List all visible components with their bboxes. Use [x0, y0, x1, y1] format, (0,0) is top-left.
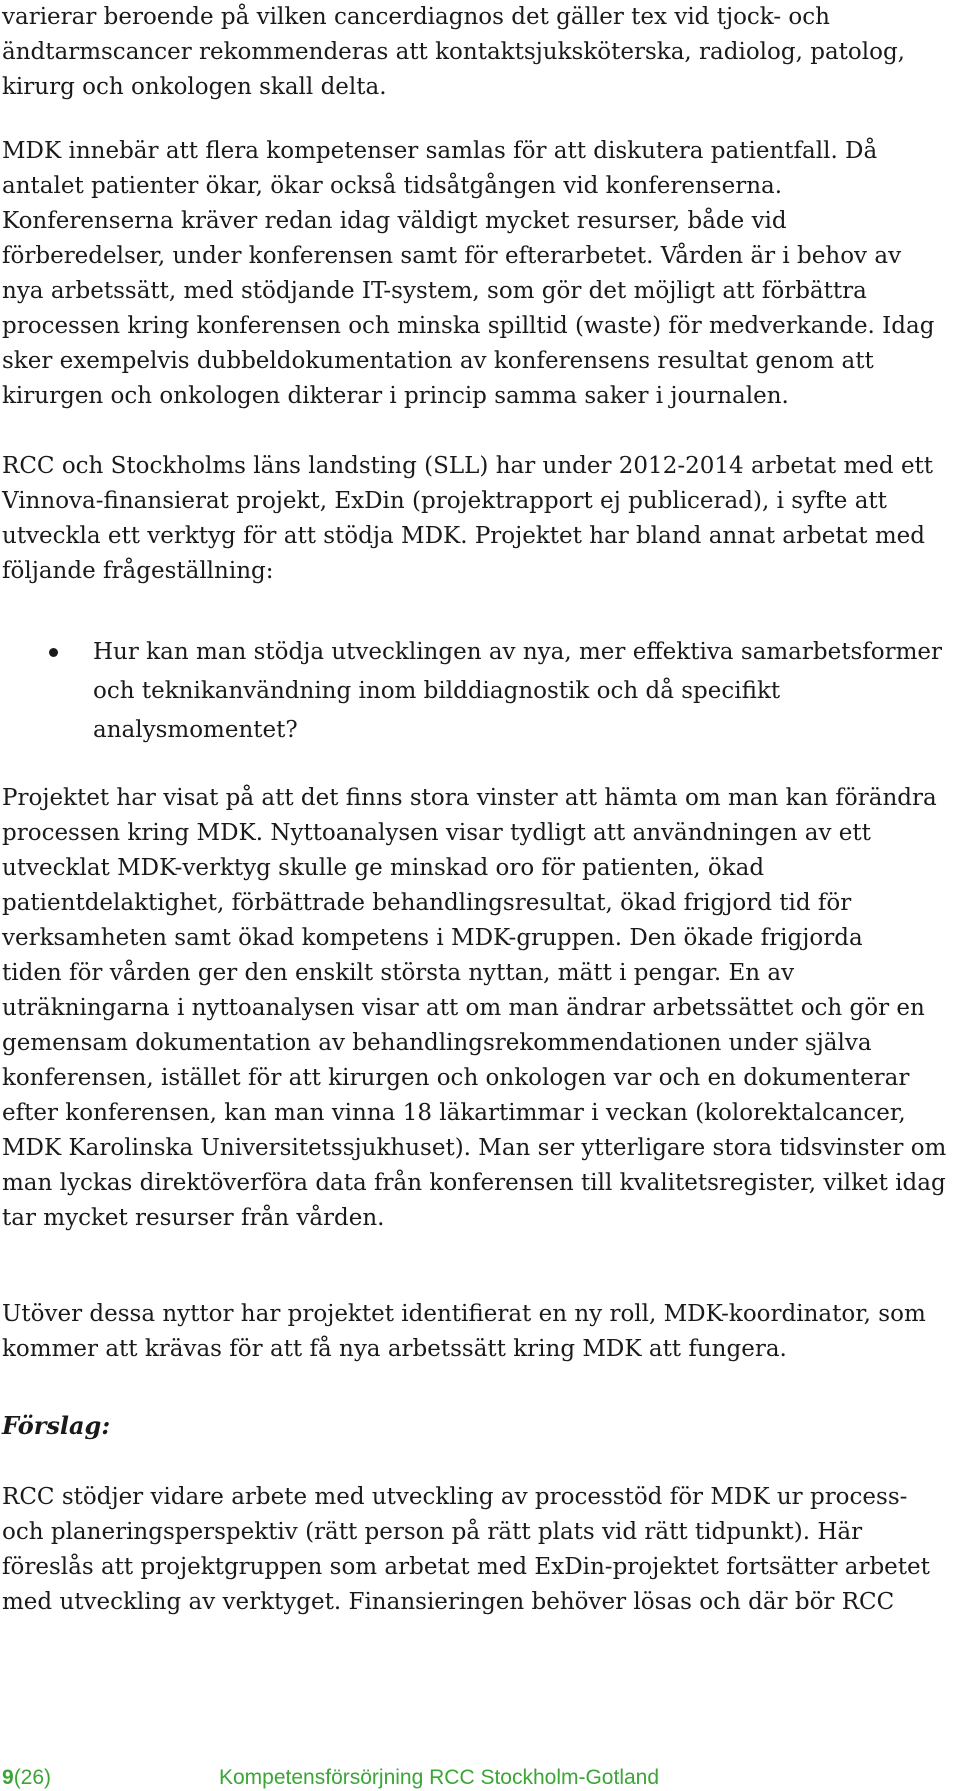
- text-line: utvecklat MDK-verktyg skulle ge minskad oro för patienten, ökad: [2, 855, 765, 881]
- text-line: man lyckas direktöverföra data från konferensen till kvalitetsregister, vilket idag: [2, 1170, 946, 1196]
- text-line: Vinnova-finansierat projekt, ExDin (projektrapport ej publicerad), i syfte att: [2, 488, 887, 514]
- text-line: RCC stödjer vidare arbete med utveckling av processtöd för MDK ur process-: [2, 1484, 908, 1510]
- section-heading: Förslag:: [2, 1411, 111, 1440]
- text-line: förberedelser, under konferensen samt för efterarbetet. Vården är i behov av: [2, 243, 902, 269]
- footer-organization: Kompetensförsörjning RCC Stockholm-Gotland: [219, 1766, 660, 1789]
- page-total: (26): [13, 1766, 52, 1789]
- paragraph-mdk-description: [2, 134, 957, 414]
- text-line: uträkningarna i nyttoanalysen visar att om man ändrar arbetssättet och gör en: [2, 995, 925, 1021]
- text-line: och teknikanvändning inom bilddiagnostik och då specifikt: [93, 678, 781, 704]
- text-line: MDK innebär att flera kompetenser samlas för att diskutera patientfall. Då: [2, 138, 878, 164]
- paragraph-exdin-project: [2, 449, 957, 589]
- bullet-text: [93, 633, 942, 750]
- text-line: antalet patienter ökar, ökar också tidsåtgången vid konferenserna.: [2, 173, 783, 199]
- text-line: sker exempelvis dubbeldokumentation av konferensens resultat genom att: [2, 348, 874, 374]
- paragraph-proposal: [2, 1480, 957, 1620]
- text-line: ändtarmscancer rekommenderas att kontaktsjuksköterska, radiolog, patolog,: [2, 39, 905, 65]
- text-line: tar mycket resurser från vården.: [2, 1205, 385, 1231]
- text-line: tiden för vården ger den enskilt största nyttan, mätt i pengar. En av: [2, 960, 795, 986]
- text-line: verksamheten samt ökad kompetens i MDK-gruppen. Den ökade frigjorda: [2, 925, 863, 951]
- bullet-icon: [49, 648, 58, 657]
- text-line: MDK Karolinska Universitetssjukhuset). Man ser ytterligare stora tidsvinster om: [2, 1135, 947, 1161]
- paragraph-new-role: [2, 1297, 957, 1367]
- text-line: processen kring konferensen och minska spilltid (waste) för medverkande. Idag: [2, 313, 935, 339]
- text-line: kirurgen och onkologen dikterar i princip samma saker i journalen.: [2, 383, 789, 409]
- text-line: utveckla ett verktyg för att stödja MDK. Projektet har bland annat arbetat med: [2, 523, 925, 549]
- text-line: patientdelaktighet, förbättrade behandlingsresultat, ökad frigjord tid för: [2, 890, 852, 916]
- text-line: Utöver dessa nyttor har projektet identifierat en ny roll, MDK-koordinator, som: [2, 1301, 926, 1327]
- text-line: gemensam dokumentation av behandlingsrekommendationen under själva: [2, 1030, 872, 1056]
- text-line: efter konferensen, kan man vinna 18 läkartimmar i veckan (kolorektalcancer,: [2, 1100, 906, 1126]
- text-line: analysmomentet?: [93, 717, 298, 743]
- text-line: nya arbetssätt, med stödjande IT-system, som gör det möjligt att förbättra: [2, 278, 867, 304]
- text-line: processen kring MDK. Nyttoanalysen visar tydligt att användningen av ett: [2, 820, 871, 846]
- text-line: varierar beroende på vilken cancerdiagnos det gäller tex vid tjock- och: [2, 4, 830, 30]
- text-line: kommer att krävas för att få nya arbetssätt kring MDK att fungera.: [2, 1336, 787, 1362]
- text-line: Projektet har visat på att det finns stora vinster att hämta om man kan förändra: [2, 785, 937, 811]
- page-number: 9: [2, 1766, 14, 1789]
- text-line: Hur kan man stödja utvecklingen av nya, mer effektiva samarbetsformer: [93, 639, 943, 665]
- text-line: kirurg och onkologen skall delta.: [2, 74, 387, 100]
- text-line: Konferenserna kräver redan idag väldigt mycket resurser, både vid: [2, 208, 787, 234]
- text-line: med utveckling av verktyget. Finansieringen behöver lösas och där bör RCC: [2, 1589, 895, 1615]
- text-line: och planeringsperspektiv (rätt person på rätt plats vid rätt tidpunkt). Här: [2, 1519, 863, 1545]
- paragraph-intro-continued: [2, 0, 957, 105]
- text-line: konferensen, istället för att kirurgen och onkologen var och en dokumenterar: [2, 1065, 910, 1091]
- page-footer: [2, 1765, 957, 1791]
- text-line: föreslås att projektgruppen som arbetat med ExDin-projektet fortsätter arbetet: [2, 1554, 930, 1580]
- paragraph-project-results: [2, 781, 957, 1236]
- text-line: följande frågeställning:: [2, 558, 274, 584]
- text-line: RCC och Stockholms läns landsting (SLL) har under 2012-2014 arbetat med ett: [2, 453, 934, 479]
